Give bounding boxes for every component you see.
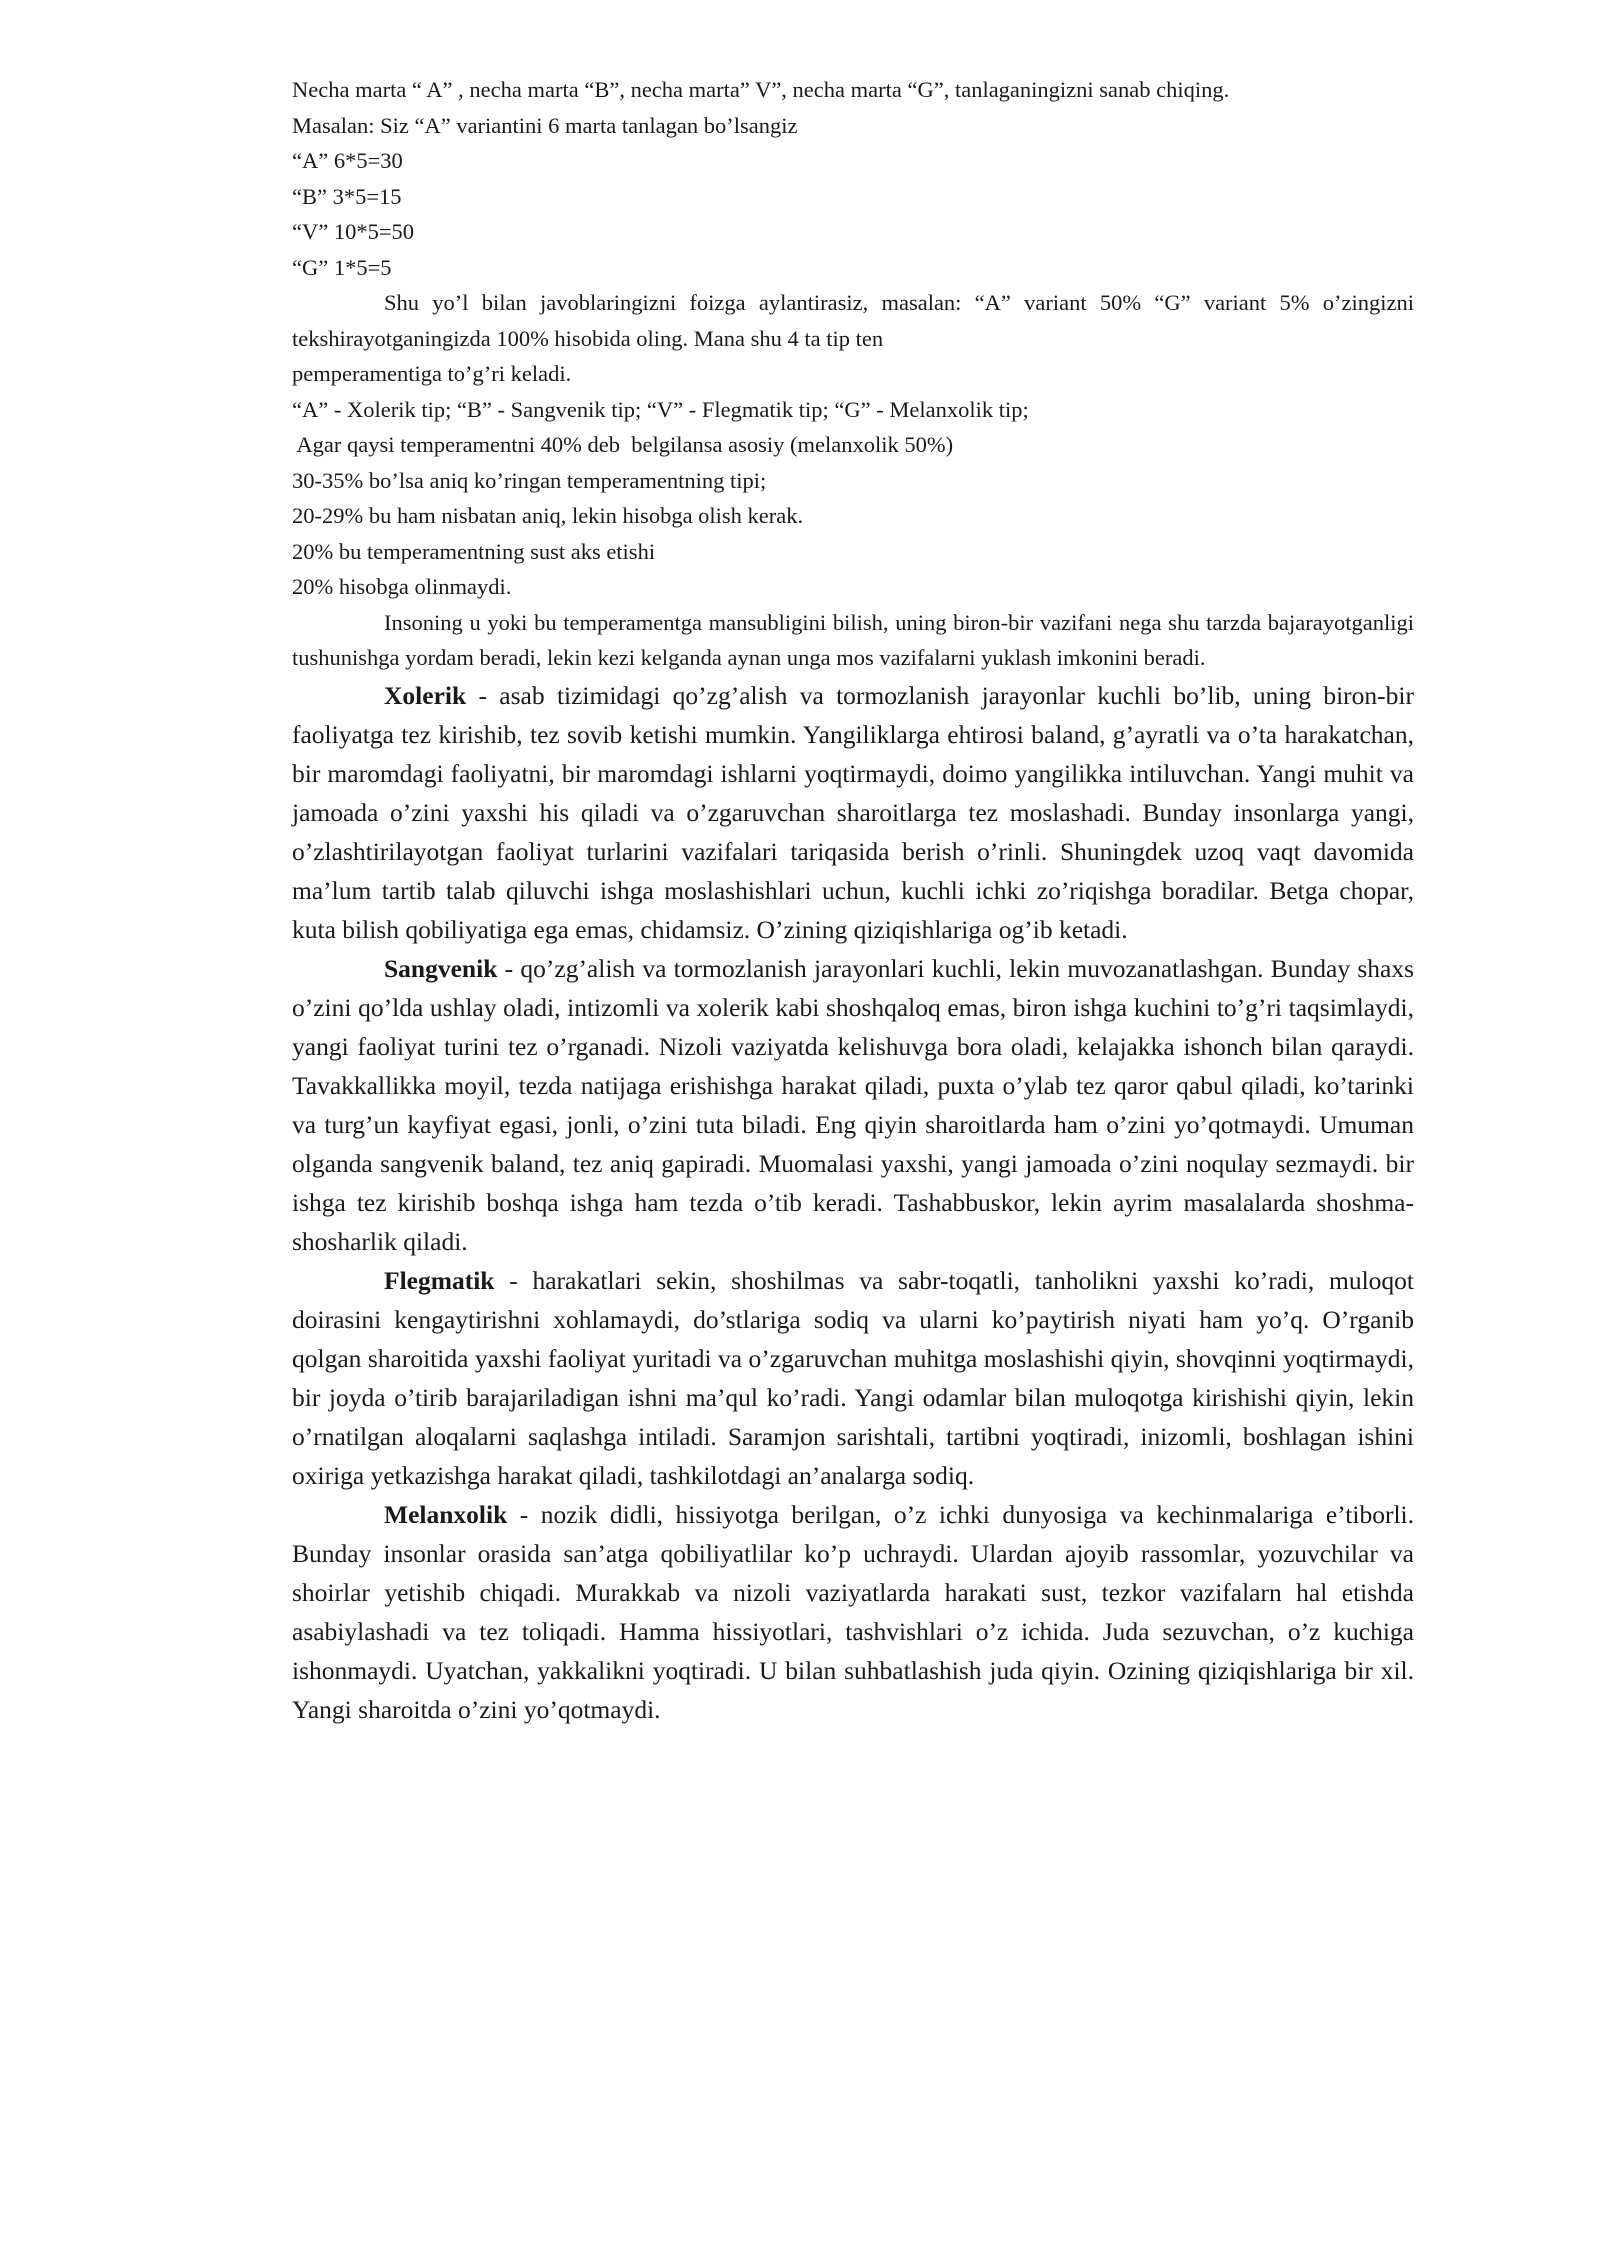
type-term: Sangvenik	[384, 953, 498, 983]
intro-line-1: Necha marta “ A” , necha marta “B”, necha marta” V”, necha marta “G”, tanlaganingizni sanab chiqing.	[292, 77, 1230, 102]
intro-line-2: Masalan: Siz “A” variantini 6 marta tanlagan bo’lsangiz	[292, 112, 798, 138]
range-line-4: 20% hisobga olinmaydi.	[292, 574, 512, 599]
explanation-paragraph-2: Insoning u yoki bu temperamentga mansubligini bilish, uning biron-bir vazifani nega shu tarzda bajarayotganligi tushunishga yordam beradi, lekin kezi kelganda aynan unga mos vazifalarni yuklash imkonini beradi.	[292, 609, 1414, 670]
range-line-3: 20% bu temperamentning sust aks etishi	[292, 538, 656, 564]
type-paragraph-melanxolik	[292, 1495, 1414, 1729]
calc-line-v: “V” 10*5=50	[292, 219, 415, 244]
explanation-paragraph-1: Shu yo’l bilan javoblaringizni foizga aylantirasiz, masalan: “A” variant 50% “G” variant 5% o’zingizni tekshirayotganingizda 100% hisobida oling. Mana shu 4 ta tip ten	[292, 290, 1414, 351]
type-description: - harakatlari sekin, shoshilmas va sabr-toqatli, tanholikni yaxshi ko’radi, muloqot doirasini kengaytirishni xohlamaydi, do’stlariga sodiq va ularni ko’paytirish niyati ham yo’q. O’rganib qolgan sharoitida yaxshi faoliyat yuritadi va o’zgaruvchan muhitga moslashishi qiyin, shovqinni yoqtirmaydi, bir joyda o’tirib barajariladigan ishni ma’qul ko’radi. Yangi odamlar bilan muloqotga kirishishi qiyin, lekin o’rnatilgan aloqalarni saqlashga intiladi. Saramjon sarishtali, tartibni yoqtiradi, inizomli, boshlagan ishini oxiriga yetkazishga harakat qiladi, tashkilotdagi an’analarga sodiq.	[292, 1265, 1414, 1490]
agar-line: Agar qaysi temperamentni 40% deb belgilansa asosiy (melanxolik 50%)	[292, 432, 954, 457]
type-term: Melanxolik	[384, 1499, 508, 1529]
document-page	[292, 72, 1414, 1729]
type-paragraph-flegmatik	[292, 1261, 1414, 1495]
types-mapping-line: “A” - Xolerik tip; “B” - Sangvenik tip; “V” - Flegmatik tip; “G” - Melanxolik tip;	[292, 396, 1029, 422]
range-line-1: 30-35% bo’lsa aniq ko’ringan temperamentning tipi;	[292, 467, 767, 493]
type-description: - qo’zg’alish va tormozlanish jarayonlari kuchli, lekin muvozanatlashgan. Bunday shaxs o’zini qo’lda ushlay oladi, intizomli va xolerik kabi shoshqaloq emas, biron ishga kuchini to’g’ri taqsimlaydi, yangi faoliyat turini tez o’rganadi. Nizoli vaziyatda kelishuvga bora oladi, kelajakka ishonch bilan qaraydi. Tavakkallikka moyil, tezda natijaga erishishga harakat qiladi, puxta o’ylab tez qaror qabul qiladi, ko’tarinki va turg’un kayfiyat egasi, jonli, o’zini tuta biladi. Eng qiyin sharoitlarda ham o’zini yo’qotmaydi. Umuman olganda sangvenik baland, tez aniq gapiradi. Muomalasi yaxshi, yangi jamoada o’zini noqulay sezmaydi. bir ishga tez kirishib boshqa ishga ham tezda o’tib keradi. Tashabbuskor, lekin ayrim masalalarda shoshma-shosharlik qiladi.	[292, 953, 1414, 1256]
type-paragraph-sangvenik	[292, 949, 1414, 1261]
type-term: Xolerik	[384, 680, 467, 710]
intro-section	[292, 72, 1414, 676]
type-paragraph-xolerik	[292, 676, 1414, 949]
type-term: Flegmatik	[384, 1265, 495, 1295]
calc-line-a: “A” 6*5=30	[292, 148, 403, 173]
calc-line-b: “B” 3*5=15	[292, 183, 402, 209]
range-line-2: 20-29% bu ham nisbatan aniq, lekin hisobga olish kerak.	[292, 503, 804, 528]
explanation-temperament-line: pemperamentiga to’g’ri keladi.	[292, 361, 572, 386]
type-description: - nozik didli, hissiyotga berilgan, o’z ichki dunyosiga va kechinmalariga e’tiborli. Bunday insonlar orasida san’atga qobiliyatlilar ko’p uchraydi. Ulardan ajoyib rassomlar, yozuvchilar va shoirlar yetishib chiqadi. Murakkab va nizoli vaziyatlarda harakati sust, tezkor vazifalarn hal etishda asabiylashadi va tez toliqadi. Hamma hissiyotlari, tashvishlari o’z ichida. Juda sezuvchan, o’z kuchiga ishonmaydi. Uyatchan, yakkalikni yoqtiradi. U bilan suhbatlashish juda qiyin. Ozining qiziqishlariga bir xil. Yangi sharoitda o’zini yo’qotmaydi.	[292, 1499, 1414, 1724]
temperament-types-section	[292, 676, 1414, 1729]
type-description: - asab tizimidagi qo’zg’alish va tormozlanish jarayonlar kuchli bo’lib, uning biron-bir faoliyatga tez kirishib, tez sovib ketishi mumkin. Yangiliklarga ehtirosi baland, g’ayratli va o’ta harakatchan, bir maromdagi faoliyatni, bir maromdagi ishlarni yoqtirmaydi, doimo yangilikka intiluvchan. Yangi muhit va jamoada o’zini yaxshi his qiladi va o’zgaruvchan sharoitlarga tez moslashadi. Bunday insonlarga yangi, o’zlashtirilayotgan faoliyat turlarini vazifalari tariqasida berish o’rinli. Shuningdek uzoq vaqt davomida ma’lum tartib talab qiluvchi ishga moslashishlari uchun, kuchli ichki zo’riqishga boradilar. Betga chopar, kuta bilish qobiliyatiga ega emas, chidamsiz. O’zining qiziqishlariga og’ib ketadi.	[292, 680, 1414, 944]
calc-line-g: “G” 1*5=5	[292, 254, 392, 280]
